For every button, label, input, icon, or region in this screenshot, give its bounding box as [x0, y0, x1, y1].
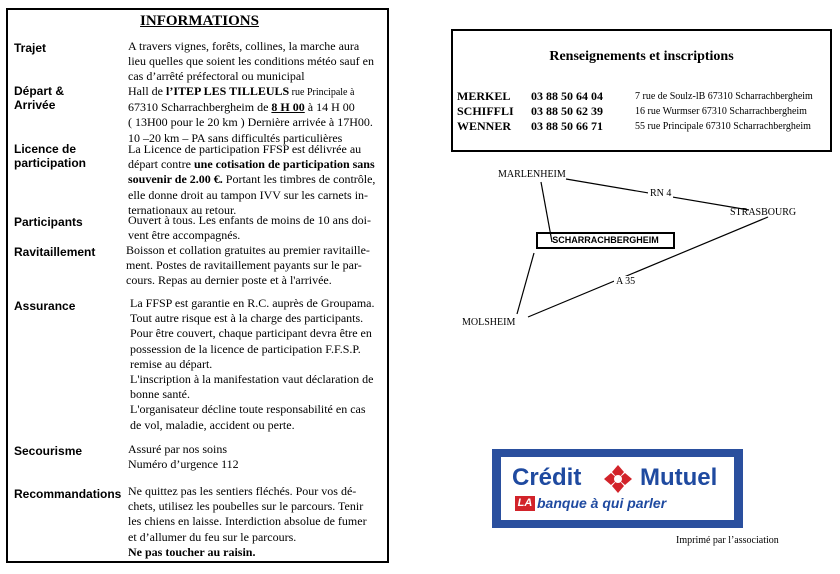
ravitaillement-line: Boisson et collation gratuites au premier ravitaille- [126, 243, 370, 257]
ravitaillement-line: ment. Postes de ravitaillement payants sur le par- [126, 258, 362, 273]
map-label-strasbourg: STRASBOURG [730, 207, 797, 218]
contacts-title: Renseignements et inscriptions [549, 49, 734, 64]
licence-label-line: Licence de [14, 142, 77, 156]
ravitaillement-label: Ravitaillement [14, 245, 96, 259]
map-label-molsheim: MOLSHEIM [462, 317, 516, 328]
assurance-line: remise au départ. [130, 356, 213, 371]
depart-text-part: à 14 H 00 [304, 100, 355, 115]
licence-text-part: départ contre [128, 157, 194, 172]
secourisme-line: Assuré par nos soins [128, 442, 227, 456]
logo-emblem-icon [600, 463, 636, 495]
road-scharrachbergheim-molsheim [517, 253, 534, 314]
trajet-line: lieu quelles que soient les conditions météo sauf en [128, 54, 374, 69]
logo-word: Mutuel [640, 464, 718, 491]
depart-line: 10 –20 km – PA sans difficultés particulières [128, 130, 343, 145]
depart-text-part: rue Principale à [289, 87, 355, 98]
licence-text-part: Portant les timbres de contrôle, [222, 172, 376, 187]
assurance-line: Tout autre risque est à la charge des participants. [130, 311, 364, 326]
contact-address: 55 rue Principale 67310 Scharrachbergheim [635, 121, 811, 132]
depart-label-line: Arrivée [14, 98, 56, 112]
licence-label-line: participation [14, 156, 87, 170]
emergency-number: Numéro d’urgence 112 [128, 457, 239, 472]
depart-label-line: Départ & [14, 84, 65, 98]
assurance-line: de vol, maladie, accident ou perte. [130, 417, 295, 432]
depart-text-part: Hall de [128, 84, 166, 98]
assurance-line: L'inscription à la manifestation vaut déclaration de [130, 372, 374, 387]
logo-word: Crédit [512, 464, 582, 491]
depart-text-part: 67310 Scharrachbergheim de [128, 100, 272, 115]
venue-name: l’ITEP LES TILLEULS [166, 84, 290, 98]
licence-line: La Licence de participation FFSP est délivrée au [128, 142, 362, 156]
printed-by-note: Imprimé par l’association [676, 535, 779, 546]
participants-line: vent être accompagnés. [128, 228, 241, 243]
assurance-line: La FFSP est garantie en R.C. auprès de Groupama. [130, 296, 375, 310]
licence-emphasis: souvenir de 2.00 €. [128, 172, 223, 187]
map-label-a35: A 35 [616, 276, 636, 287]
recommandations-line: et d’allumer du feu sur le parcours. [128, 529, 297, 544]
participants-line: Ouvert à tous. Les enfants de moins de 10 ans doi- [128, 213, 371, 227]
contact-phone: 03 88 50 64 04 [531, 89, 603, 103]
trajet-line: cas d’arrêté préfectoral ou municipal [128, 69, 305, 84]
assurance-line: bonne santé. [130, 387, 190, 402]
assurance-line: possession de la licence de participation F.F.S.P. [130, 341, 361, 356]
start-time: 8 H 00 [271, 100, 305, 115]
depart-line: ( 13H00 pour le 20 km ) Dernière arrivée à 17H00. [128, 115, 373, 130]
contact-phone: 03 88 50 62 39 [531, 104, 603, 118]
credit-mutuel-logo [492, 449, 743, 528]
recommandations-line: Ne quittez pas les sentiers fléchés. Pour vos dé- [128, 484, 357, 498]
map-label-marlenheim: MARLENHEIM [498, 169, 566, 180]
contact-name: WENNER [457, 119, 512, 133]
map-label-rn4: RN 4 [650, 188, 672, 199]
trajet-line: A travers vignes, forêts, collines, la marche aura [128, 39, 360, 53]
contact-address: 7 rue de Soulz-lB 67310 Scharrachbergheim [635, 91, 813, 102]
contact-name: MERKEL [457, 89, 511, 103]
assurance-line: Pour être couvert, chaque participant devra être en [130, 326, 372, 341]
assurance-label: Assurance [14, 299, 76, 313]
contact-phone: 03 88 50 66 71 [531, 119, 603, 133]
assurance-line: L'organisateur décline toute responsabilité en cas [130, 402, 366, 417]
logo-tag-la: LA [515, 496, 535, 511]
map-label-scharrachbergheim: SCHARRACHBERGHEIM [536, 232, 675, 249]
recommandations-label: Recommandations [14, 487, 122, 501]
recommandations-line: les chiens en laisse. Interdiction absolue de fumer [128, 514, 367, 529]
licence-line: ternationaux au retour. [128, 202, 237, 217]
contact-name: SCHIFFLI [457, 104, 514, 118]
licence-emphasis: une cotisation de participation sans [193, 157, 375, 172]
logo-tagline: banque à qui parler [537, 495, 667, 511]
ravitaillement-line: cours. Repas au dernier poste et à l'arrivée. [126, 273, 332, 288]
logo-inner [501, 457, 734, 520]
recommandations-line: chets, utilisez les poubelles sur le parcours. Tenir [128, 499, 364, 514]
recommandations-warning: Ne pas toucher au raisin. [128, 544, 256, 559]
contact-address: 16 rue Wurmser 67310 Scharrachbergheim [635, 106, 807, 117]
secourisme-label: Secourisme [14, 444, 83, 458]
informations-title: INFORMATIONS [140, 13, 259, 29]
licence-line: elle donne droit au tampon IVV sur les carnets in- [128, 187, 369, 202]
participants-label: Participants [14, 215, 83, 229]
trajet-label: Trajet [14, 41, 47, 55]
